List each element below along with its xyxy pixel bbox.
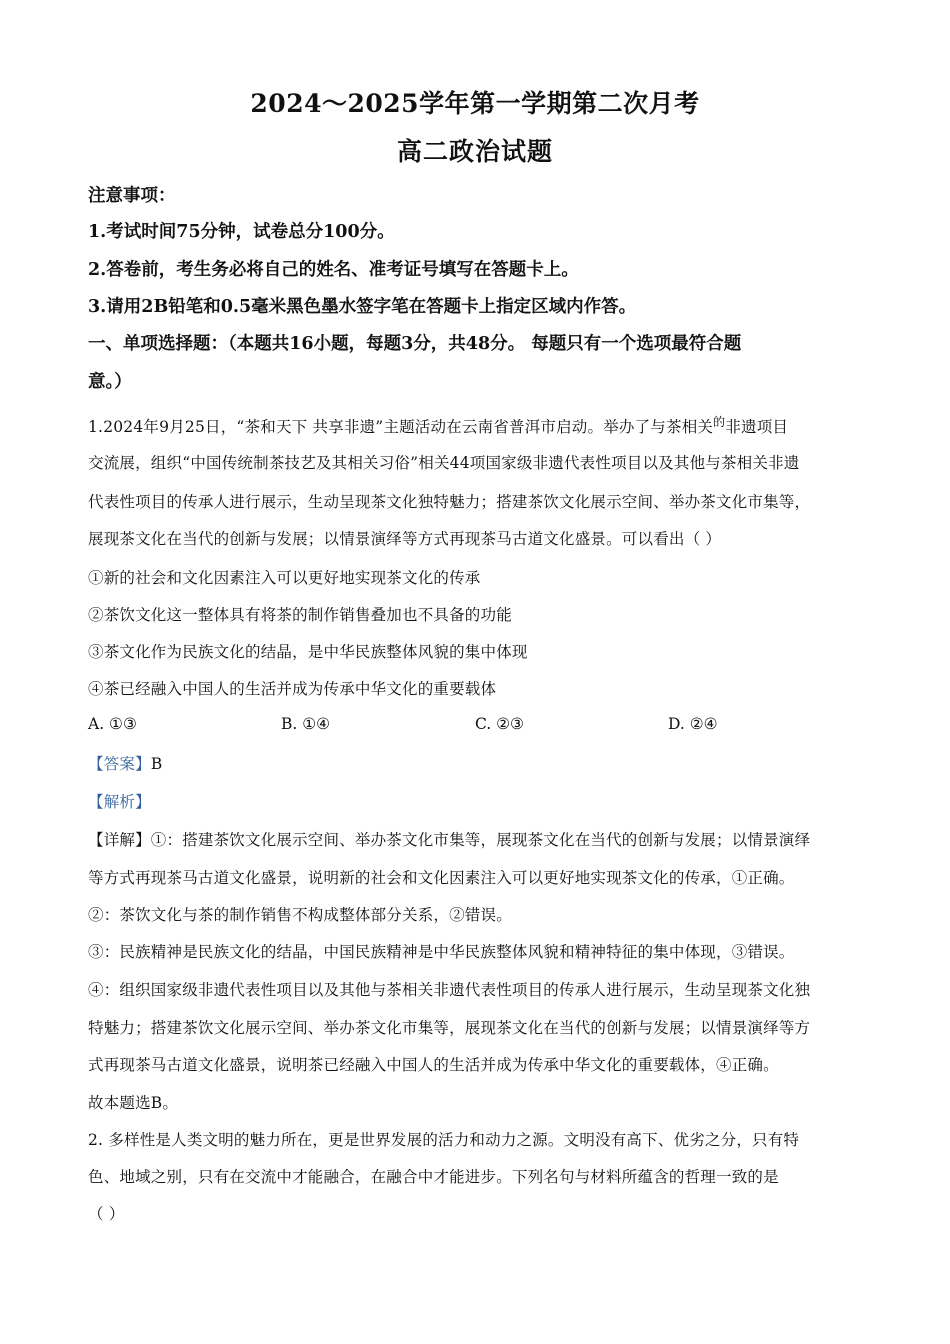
q1-option-a: A. ①③ bbox=[88, 715, 137, 733]
q1-detail-line: 【详解】①：搭建茶饮文化展示空间、举办茶文化市集等，展现茶文化在当代的创新与发展；以情景演绎 bbox=[88, 831, 811, 849]
q1-stem-text: 非遗项目 bbox=[725, 418, 789, 436]
q1-detail-line: 等方式再现茶马古道文化盛景，说明新的社会和文化因素注入可以更好地实现茶文化的传承，①正确。 bbox=[88, 869, 795, 887]
q1-statement: ②茶饮文化这一整体具有将茶的制作销售叠加也不具备的功能 bbox=[88, 606, 512, 624]
q1-answer bbox=[88, 752, 162, 774]
notice-item: 2.答卷前，考生务必将自己的姓名、准考证号填写在答题卡上。 bbox=[88, 260, 579, 280]
q1-detail-line: ②：茶饮文化与茶的制作销售不构成整体部分关系，②错误。 bbox=[88, 906, 512, 924]
section-heading-line2: 意。） bbox=[88, 372, 132, 392]
q1-detail-line: ④：组织国家级非遗代表性项目以及其他与茶相关非遗代表性项目的传承人进行展示，生动呈现茶文化独 bbox=[88, 981, 811, 999]
q1-stem-superscript: 的 bbox=[713, 415, 726, 429]
notice-heading: 注意事项： bbox=[88, 186, 176, 206]
q1-detail-line: 特魅力；搭建茶饮文化展示空间、举办茶文化市集等，展现茶文化在当代的创新与发展；以情景演绎等方 bbox=[88, 1019, 811, 1037]
notice-item: 3.请用2B铅笔和0.5毫米黑色墨水签字笔在答题卡上指定区域内作答。 bbox=[88, 297, 637, 317]
section-heading-line1: 一、单项选择题：（本题共16小题，每题3分，共48分。 每题只有一个选项最符合题 bbox=[88, 334, 742, 354]
exam-subtitle: 高二政治试题 bbox=[396, 137, 553, 166]
q1-statement: ①新的社会和文化因素注入可以更好地实现茶文化的传承 bbox=[88, 569, 481, 587]
q1-detail-line: 故本题选B。 bbox=[88, 1094, 179, 1112]
notice-item: 1.考试时间75分钟，试卷总分100分。 bbox=[88, 222, 395, 242]
q1-stem-line: 代表性项目的传承人进行展示，生动呈现茶文化独特魅力；搭建茶饮文化展示空间、举办茶文化市集等， bbox=[88, 493, 811, 511]
q1-statement: ③茶文化作为民族文化的结晶，是中华民族整体风貌的集中体现 bbox=[88, 643, 528, 661]
q1-option-c: C. ②③ bbox=[475, 715, 524, 733]
q1-stem-text: 1.2024年9月25日，“茶和天下 共享非遗”主题活动在云南省普洱市启动。举办了与茶相关 bbox=[88, 418, 714, 436]
q1-stem-line: 展现茶文化在当代的创新与发展；以情景演绎等方式再现茶马古道文化盛景。可以看出（ ） bbox=[88, 530, 722, 548]
q1-option-d: D. ②④ bbox=[668, 715, 718, 733]
analysis-label: 【解析】 bbox=[88, 793, 151, 811]
q1-stem-line bbox=[88, 413, 788, 437]
answer-value: B bbox=[150, 755, 163, 773]
q1-option-b: B. ①④ bbox=[281, 715, 331, 733]
q1-stem-line: 交流展，组织“中国传统制茶技艺及其相关习俗”相关44项国家级非遗代表性项目以及其他与茶相关非遗 bbox=[88, 454, 800, 472]
q2-stem-line: （ ） bbox=[88, 1205, 125, 1223]
q1-statement: ④茶已经融入中国人的生活并成为传承中华文化的重要载体 bbox=[88, 680, 497, 698]
exam-title: 2024～2025学年第一学期第二次月考 bbox=[250, 89, 700, 118]
q1-detail-line: 式再现茶马古道文化盛景，说明茶已经融入中国人的生活并成为传承中华文化的重要载体，④正确。 bbox=[88, 1056, 779, 1074]
q1-detail-line: ③：民族精神是民族文化的结晶，中国民族精神是中华民族整体风貌和精神特征的集中体现，③错误。 bbox=[88, 943, 795, 961]
q2-stem-line: 色、地域之别，只有在交流中才能融合，在融合中才能进步。下列名句与材料所蕴含的哲理一致的是 bbox=[88, 1168, 779, 1186]
answer-label: 【答案】 bbox=[88, 755, 151, 773]
q2-stem-line: 2. 多样性是人类文明的魅力所在，更是世界发展的活力和动力之源。文明没有高下、优劣之分，只有特 bbox=[88, 1131, 800, 1149]
